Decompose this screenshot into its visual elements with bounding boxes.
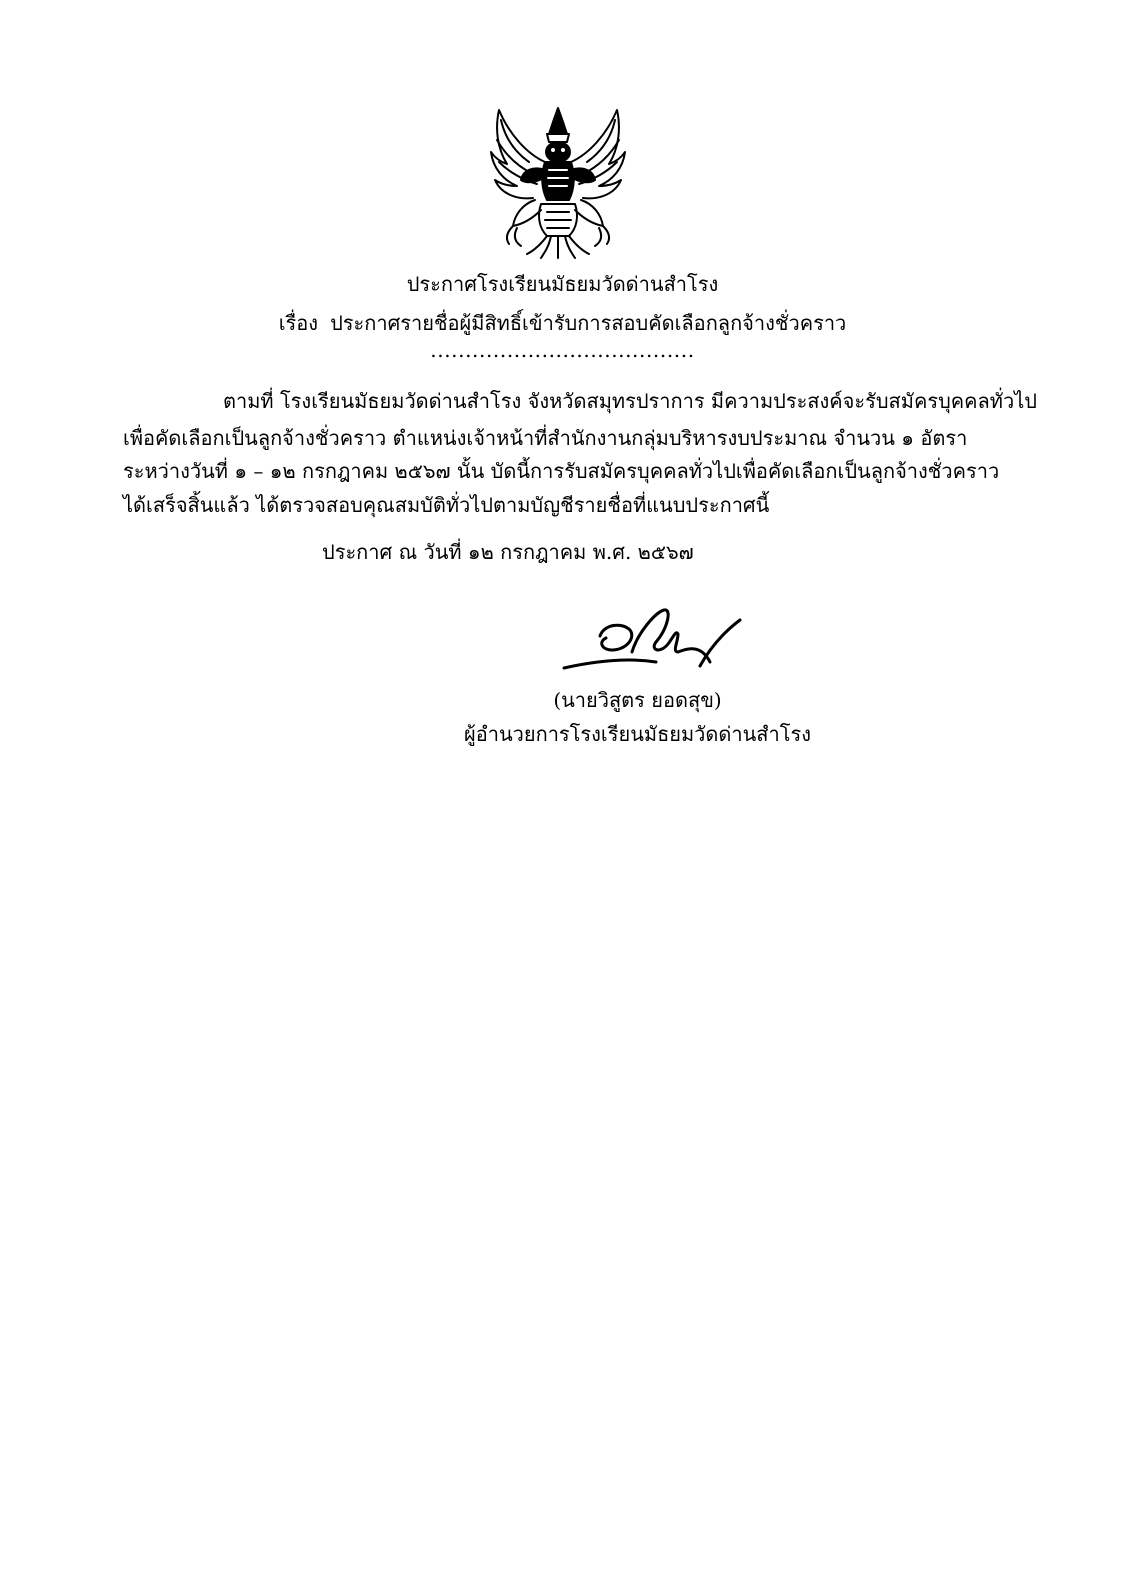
body-line-1: ตามที่ โรงเรียนมัธยมวัดด่านสำโรง จังหวัดสมุทรปราการ มีความประสงค์จะรับสมัครบุคคลทั่วไป	[223, 389, 1037, 413]
subject-text: ประกาศรายชื่อผู้มีสิทธิ์เข้ารับการสอบคัดเลือกลูกจ้างชั่วคราว	[330, 311, 847, 335]
handwritten-signature	[560, 602, 745, 677]
announcement-date: ประกาศ ณ วันที่ ๑๒ กรกฎาคม พ.ศ. ๒๕๖๗	[322, 540, 694, 564]
subject-label: เรื่อง	[278, 311, 319, 335]
title-separator: ......................................	[430, 338, 695, 362]
body-line-4: ได้เสร็จสิ้นแล้ว ได้ตรวจสอบคุณสมบัติทั่วไปตามบัญชีรายชื่อที่แนบประกาศนี้	[123, 493, 770, 517]
announcement-title: ประกาศโรงเรียนมัธยมวัดด่านสำโรง	[406, 272, 719, 296]
signer-name: (นายวิสูตร ยอดสุข)	[553, 688, 722, 712]
garuda-emblem-icon	[487, 104, 629, 260]
signer-position: ผู้อำนวยการโรงเรียนมัธยมวัดด่านสำโรง	[464, 722, 811, 746]
announcement-subject	[0, 309, 1125, 337]
body-line-2: เพื่อคัดเลือกเป็นลูกจ้างชั่วคราว ตำแหน่งเจ้าหน้าที่สำนักงานกลุ่มบริหารงบประมาณ จำนวน ๑ อัตรา	[123, 426, 968, 450]
body-line-3: ระหว่างวันที่ ๑ – ๑๒ กรกฎาคม ๒๕๖๗ นั้น บัดนี้การรับสมัครบุคคลทั่วไปเพื่อคัดเลือกเป็นลูกจ้างชั่วคราว	[123, 459, 1000, 483]
